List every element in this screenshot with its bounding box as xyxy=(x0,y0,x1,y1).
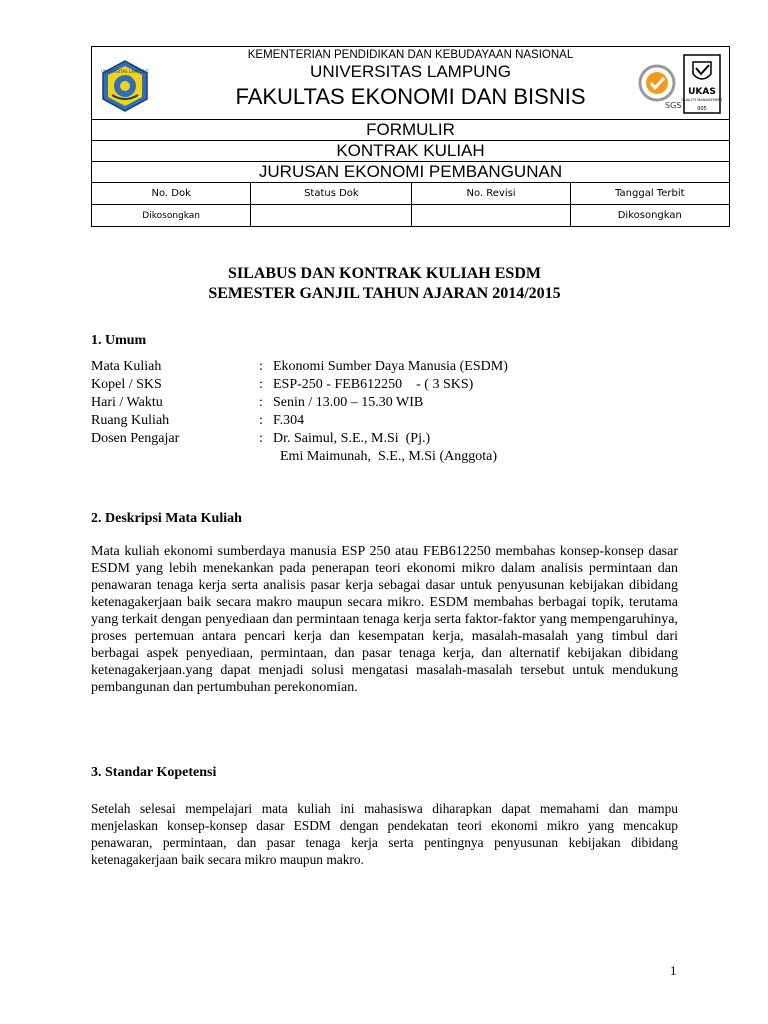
university-lampung-logo-icon xyxy=(98,59,152,113)
meta-header-no-revisi: No. Revisi xyxy=(412,183,570,205)
jurusan-label: JURUSAN EKONOMI PEMBANGUNAN xyxy=(92,162,730,183)
info-row xyxy=(91,412,508,430)
kontrak-kuliah-label: KONTRAK KULIAH xyxy=(92,141,730,162)
svg-text:UKAS: UKAS xyxy=(688,87,716,97)
meta-header-row xyxy=(92,183,730,205)
info-value: ESP-250 - FEB612250 - ( 3 SKS) xyxy=(273,377,474,392)
course-description-paragraph: Mata kuliah ekonomi sumberdaya manusia ESP 250 atau FEB612250 membahas konsep-konsep dasar ESDM yang lebih menekankan pada penerapan teori ekonomi mikro dalam analisis permintaan dan penawaran tenaga kerja serta analisis pasar kerja sebagai dasar untuk penyusunan kebijakan dibidang ketenagakerjaan baik secara makro maupun secara mikro. ESDM membahas berbagai topik, terutama yang terkait dengan penyediaan dan permintaan tenaga kerja serta faktor-faktor yang mempengaruhinya, proses pertemuan antara pencari kerja dan kesempatan kerja, masalah-masalah yang timbul dari berbagai aspek penyediaan, permintaan, dan pasar tenaga kerja, dan alternatif kebijakan dibidang ketenagakerjaan.yang dapat menjadi solusi mengatasi masalah-masalah tersebut untuk mendukung pembangunan dan pertumbuhan perekonomian. xyxy=(91,544,678,695)
header-brand-cell xyxy=(92,47,730,120)
meta-header-status-dok: Status Dok xyxy=(251,183,412,205)
svg-text:UNIVERSITAS LAMPUNG: UNIVERSITAS LAMPUNG xyxy=(101,69,149,74)
info-row xyxy=(91,430,508,448)
competency-standard-paragraph: Setelah selesai mempelajari mata kuliah ini mahasiswa diharapkan dapat memahami dan mampu menjelaskan konsep-konsep dasar ESDM dengan pendekatan teori ekonomi mikro yang mencakup penawaran, permintaan, dan pasar tenaga kerja serta pentingnya penyusunan kebijakan dibidang ketenagakerjaan baik secara mikro maupun makro. xyxy=(91,801,678,867)
ukas-certification-logo-icon xyxy=(683,54,721,114)
info-colon xyxy=(259,448,273,466)
title-line-1: SILABUS DAN KONTRAK KULIAH ESDM xyxy=(228,265,541,282)
info-colon: : xyxy=(259,377,263,392)
info-value: Ekonomi Sumber Daya Manusia (ESDM) xyxy=(273,359,508,374)
info-row xyxy=(91,448,508,466)
info-value: Dr. Saimul, S.E., M.Si (Pj.) xyxy=(273,431,431,446)
sgs-certification-logo-icon xyxy=(637,61,682,111)
section-1-heading: 1. Umum xyxy=(91,333,147,348)
info-row xyxy=(91,394,508,412)
info-label: Dosen Pengajar xyxy=(91,431,180,446)
info-value: Emi Maimunah, S.E., M.Si (Anggota) xyxy=(273,449,497,464)
info-label: Ruang Kuliah xyxy=(91,413,170,428)
meta-header-no-dok: No. Dok xyxy=(92,183,251,205)
meta-header-tanggal-terbit: Tanggal Terbit xyxy=(570,183,729,205)
faculty-name: FAKULTAS EKONOMI DAN BISNIS xyxy=(235,84,586,109)
info-label: Mata Kuliah xyxy=(91,359,162,374)
section-2-heading: 2. Deskripsi Mata Kuliah xyxy=(91,511,242,526)
meta-value-tanggal-terbit: Dikosongkan xyxy=(570,205,729,227)
meta-value-status-dok xyxy=(251,205,412,227)
meta-value-no-revisi xyxy=(412,205,570,227)
section-3-heading: 3. Standar Kopetensi xyxy=(91,765,217,780)
info-label xyxy=(91,448,259,466)
info-label: Hari / Waktu xyxy=(91,395,163,410)
info-colon: : xyxy=(259,395,263,410)
info-value: Senin / 13.00 – 15.30 WIB xyxy=(273,395,424,410)
general-info-list xyxy=(91,358,508,466)
title-line-2: SEMESTER GANJIL TAHUN AJARAN 2014/2015 xyxy=(208,285,561,302)
document-header-table xyxy=(91,46,730,227)
info-colon: : xyxy=(259,431,263,446)
header-titles xyxy=(182,47,639,111)
university-name: UNIVERSITAS LAMPUNG xyxy=(310,62,511,81)
formulir-label: FORMULIR xyxy=(92,120,730,141)
info-row xyxy=(91,376,508,394)
svg-text:QUALITY MANAGEMENT: QUALITY MANAGEMENT xyxy=(681,98,723,102)
info-row xyxy=(91,358,508,376)
info-colon: : xyxy=(259,413,263,428)
page-number: 1 xyxy=(670,963,677,978)
ministry-name: KEMENTERIAN PENDIDIKAN DAN KEBUDAYAAN NASIONAL xyxy=(247,49,574,61)
info-label: Kopel / SKS xyxy=(91,377,162,392)
svg-text:005: 005 xyxy=(697,106,707,112)
svg-text:SGS: SGS xyxy=(665,101,682,110)
meta-value-row xyxy=(92,205,730,227)
meta-value-no-dok: Dikosongkan xyxy=(92,205,251,227)
info-colon: : xyxy=(259,359,263,374)
document-title xyxy=(91,264,678,304)
info-value: F.304 xyxy=(273,413,305,428)
